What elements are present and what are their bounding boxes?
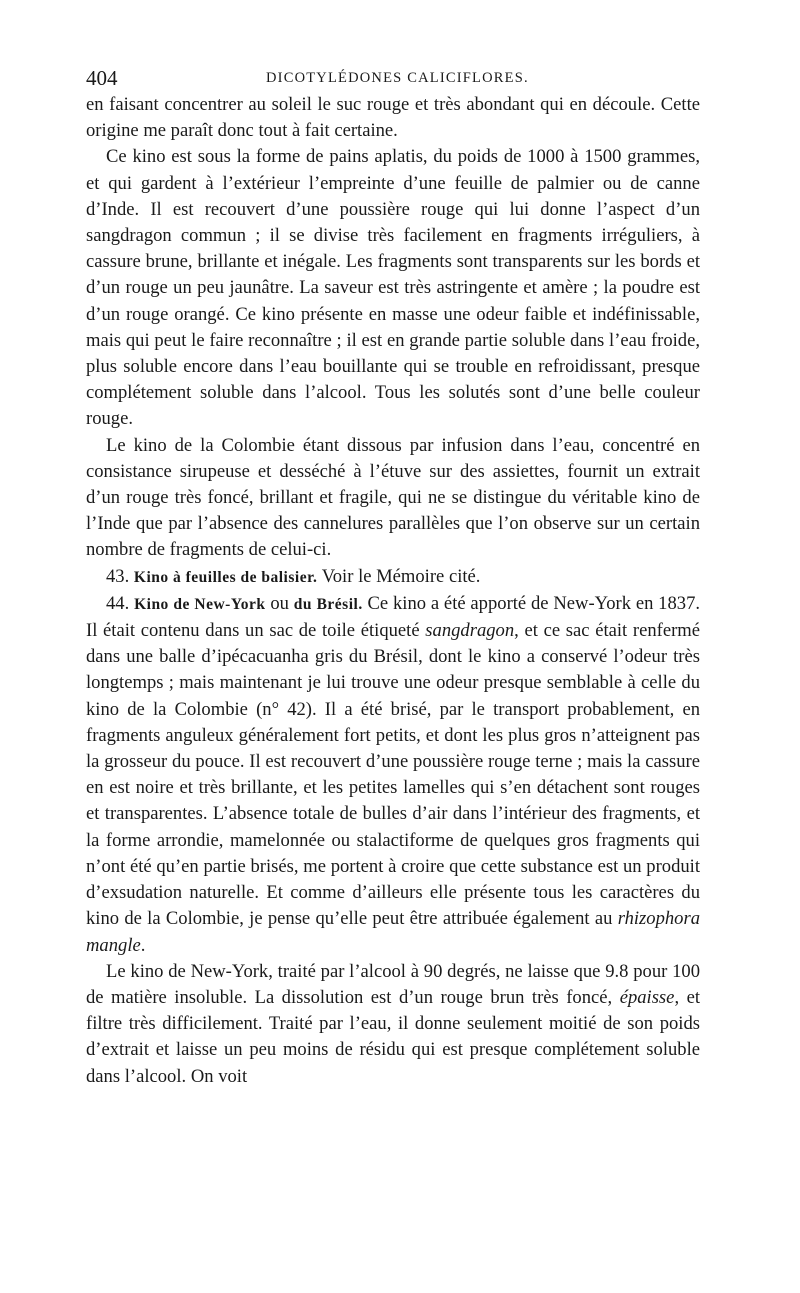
item-number: 43.	[106, 565, 130, 587]
paragraph-text: , et filtre très difficilement. Traité par l’eau, il donne seulement moitié de son poids d’extrait et laisse un peu moins de résidu qui est presque complétement soluble dans l’alcool. On voit	[86, 986, 700, 1087]
body-text	[86, 92, 700, 1090]
italic-term: sangdragon	[425, 620, 515, 642]
italic-term: rhizophora mangle	[86, 908, 701, 956]
paragraph-6	[86, 959, 700, 1090]
item-text: Ce kino a été apporté de New-York en 1837. Il était contenu dans un sac de toile étiqueté	[86, 592, 701, 642]
item-heading: Kino de New-York	[134, 595, 266, 613]
item-heading: Kino à feuilles de balisier.	[133, 568, 318, 586]
paragraph-5-item-44	[86, 591, 700, 959]
item-number: 44.	[106, 592, 130, 614]
item-text: Voir le Mémoire cité.	[321, 565, 481, 587]
item-text: , et ce sac était renfermé dans une balle d’ipécacuanha gris du Brésil, dont le kino a conservé l’odeur très longtemps ; mais maintenant je lui trouve une odeur presque semblable à celle du kino de la Colombie (n° 42). Il a été brisé, par le transport probablement, en fragments anguleux généralement fort petits, et dont les plus gros n’atteignent pas la grosseur du pouce. Il est recouvert d’une poussière rouge terne ; mais la cassure en est noire et très brillante, et les petites lamelles qui s’en détachent sont rouges et transparentes. L’absence totale de bulles d’air dans l’intérieur des fragments, et la forme arrondie, mamelonnée ou stalactiforme de quelques gros fragments qui n’ont été qu’en partie brisés, me portent à croire que cette substance est un produit d’exsudation naturelle. Et comme d’ailleurs elle présente tous les caractères du kino de la Colombie, je pense qu’elle peut être attribuée également au	[86, 620, 700, 930]
paragraph-text: Le kino de New-York, traité par l’alcool à 90 degrés, ne laisse que 9.8 pour 100 de matière insoluble. La dissolution est d’un rouge brun très foncé,	[86, 960, 700, 1008]
running-title: DICOTYLÉDONES CALICIFLORES.	[266, 70, 529, 86]
paragraph-4-item-43	[86, 564, 700, 591]
paragraph-3: Le kino de la Colombie étant dissous par infusion dans l’eau, concentré en consistance sirupeuse et desséché à l’étuve sur des assiettes, fournit un extrait d’un rouge très foncé, brillant et fragile, qui ne se distingue du véritable kino de l’Inde que par l’absence des cannelures parallèles que l’on observe sur un certain nombre de fragments de celui-ci.	[86, 434, 700, 561]
item-heading-conjunction: ou	[270, 592, 289, 614]
paragraph-2: Ce kino est sous la forme de pains aplatis, du poids de 1000 à 1500 grammes, et qui gardent à l’extérieur l’empreinte d’une feuille de palmier ou de canne d’Inde. Il est recouvert d’une poussière rouge qui lui donne l’aspect d’un sangdragon commun ; il se divise très facilement en fragments irréguliers, à cassure brune, brillante et inégale. Les fragments sont transparents sur les bords et d’un rouge un peu jaunâtre. La saveur est très astringente et amère ; la poudre est d’un rouge orangé. Ce kino présente en masse une odeur faible et indéfinissable, mais qui peut le faire reconnaître ; il est en grande partie soluble dans l’eau froide, plus soluble encore dans l’eau bouillante qui se trouble en refroidissant, presque complétement soluble dans l’alcool. Tous les solutés sont d’une belle couleur rouge.	[86, 146, 700, 430]
item-text: .	[140, 934, 146, 956]
italic-term: épaisse	[619, 986, 675, 1008]
page-number: 404	[86, 66, 118, 90]
item-heading: du Brésil.	[293, 595, 363, 613]
paragraph-1: en faisant concentrer au soleil le suc rouge et très abondant qui en découle. Cette origine me paraît donc tout à fait certaine.	[86, 94, 700, 142]
running-head	[86, 62, 700, 92]
